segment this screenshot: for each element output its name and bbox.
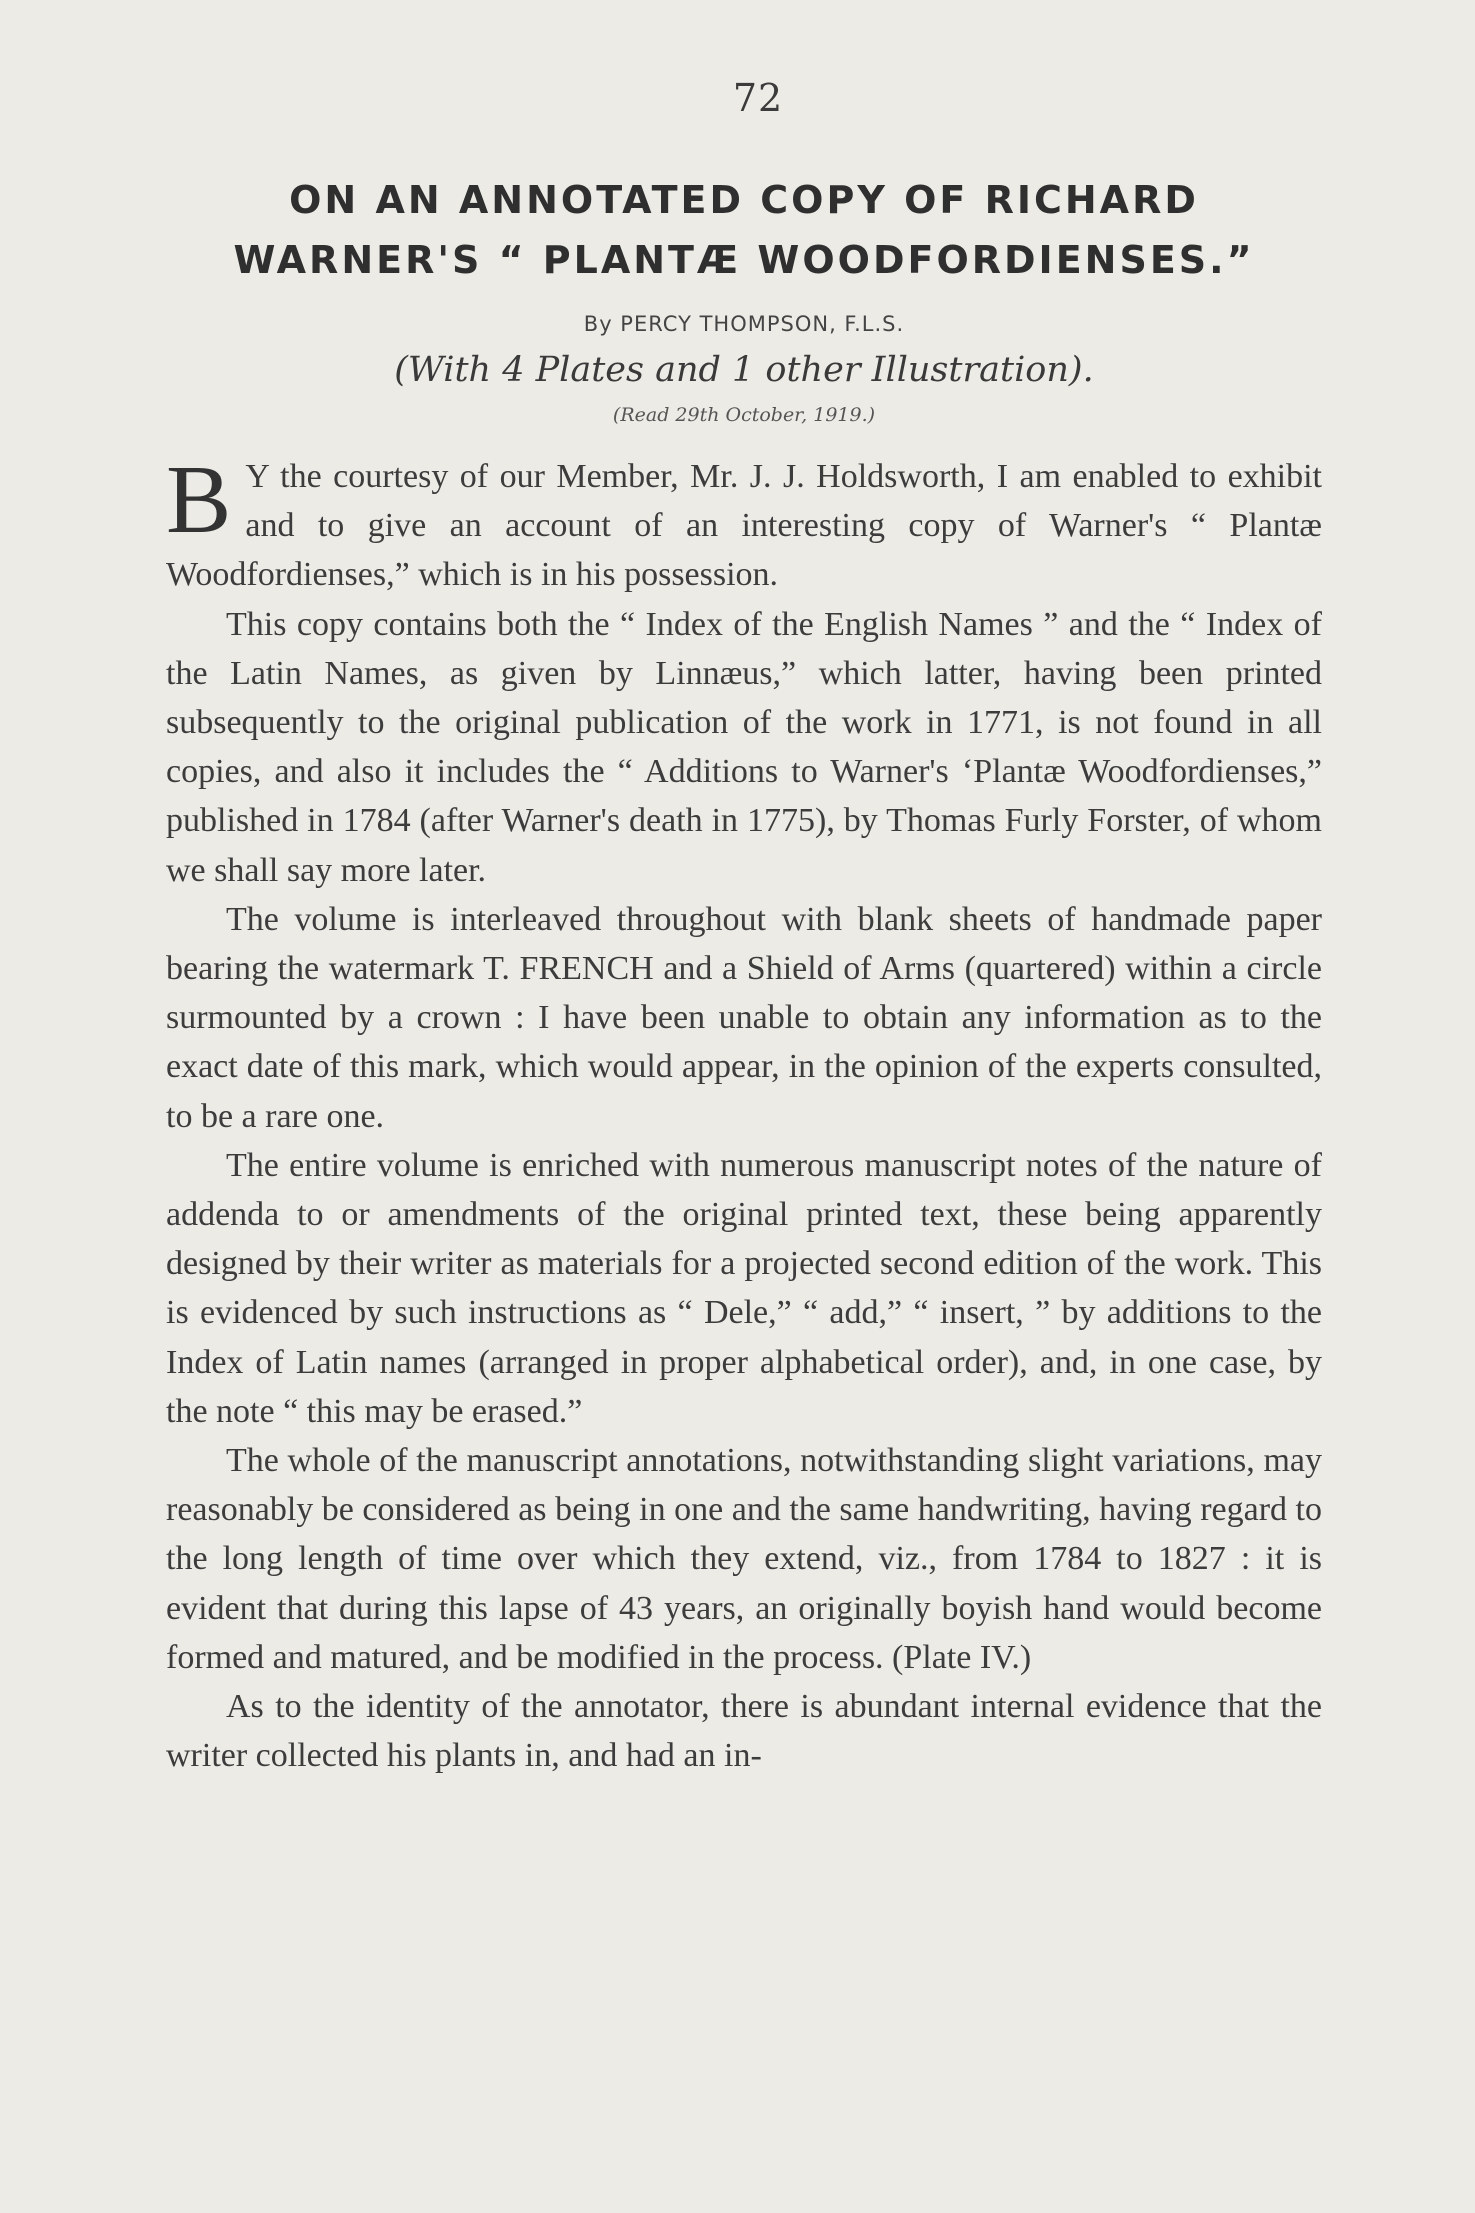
read-date: (Read 29th October, 1919.): [612, 404, 876, 426]
paragraph-6: As to the identity of the annotator, there is abundant internal evidence that the writer collected his plants in, and had an in-: [166, 1688, 1322, 1775]
title-line-1: ON AN ANNOTATED COPY OF RICHARD: [289, 178, 1199, 222]
paragraph-4: The entire volume is enriched with numerous manuscript notes of the nature of addenda to or amendments of the original printed text, these being apparently designed by their writer as materials for a projected second edition of the work. This is evidenced by such instructions as “ Dele,” “ add,” “ insert, ” by additions to the Index of Latin names (arranged in proper alphabetical order), and, in one case, by the note “ this may be erased.”: [166, 1146, 1322, 1430]
document-page: [166, 72, 1322, 1780]
page-number: 72: [732, 76, 784, 120]
title-line-2: WARNER'S “ PLANTÆ WOODFORDIENSES.”: [233, 238, 1255, 282]
paragraph-3: The volume is interleaved throughout with blank sheets of handmade paper bearing the watermark T. FRENCH and a Shield of Arms (quartered) within a circle surmounted by a crown : I have been unable to obtain any information as to the exact date of this mark, which would appear, in the opinion of the experts consulted, to be a rare one.: [166, 900, 1322, 1135]
article-body: [166, 446, 1322, 1780]
article-title: [166, 170, 1322, 290]
paragraph-2: This copy contains both the “ Index of the English Names ” and the “ Index of the Latin Names, as given by Linnæus,” which latter, having been printed subsequently to the original publication of the work in 1771, is not found in all copies, and also it includes the “ Additions to Warner's ‘Plantæ Woodfordienses,” published in 1784 (after Warner's death in 1775), by Thomas Furly Forster, of whom we shall say more later.: [166, 605, 1322, 889]
drop-cap: B: [166, 446, 232, 554]
author-byline: By PERCY THOMPSON, F.L.S.: [583, 312, 905, 336]
illustrations-note: (With 4 Plates and 1 other Illustration).: [394, 350, 1094, 390]
paragraph-1: [166, 446, 1322, 600]
paragraph-5: The whole of the manuscript annotations, notwithstanding slight variations, may reasonably be considered as being in one and the same handwriting, having regard to the long length of time over which they extend, viz., from 1784 to 1827 : it is evident that during this lapse of 43 years, an originally boyish hand would become formed and matured, and be modified in the process. (Plate IV.): [166, 1442, 1322, 1676]
paragraph-1-text: Y the courtesy of our Member, Mr. J. J. Holdsworth, I am enabled to exhibit and to give an account of an interesting copy of Warner's “ Plantæ Woodfordienses,” which is in his possession.: [166, 458, 1322, 594]
